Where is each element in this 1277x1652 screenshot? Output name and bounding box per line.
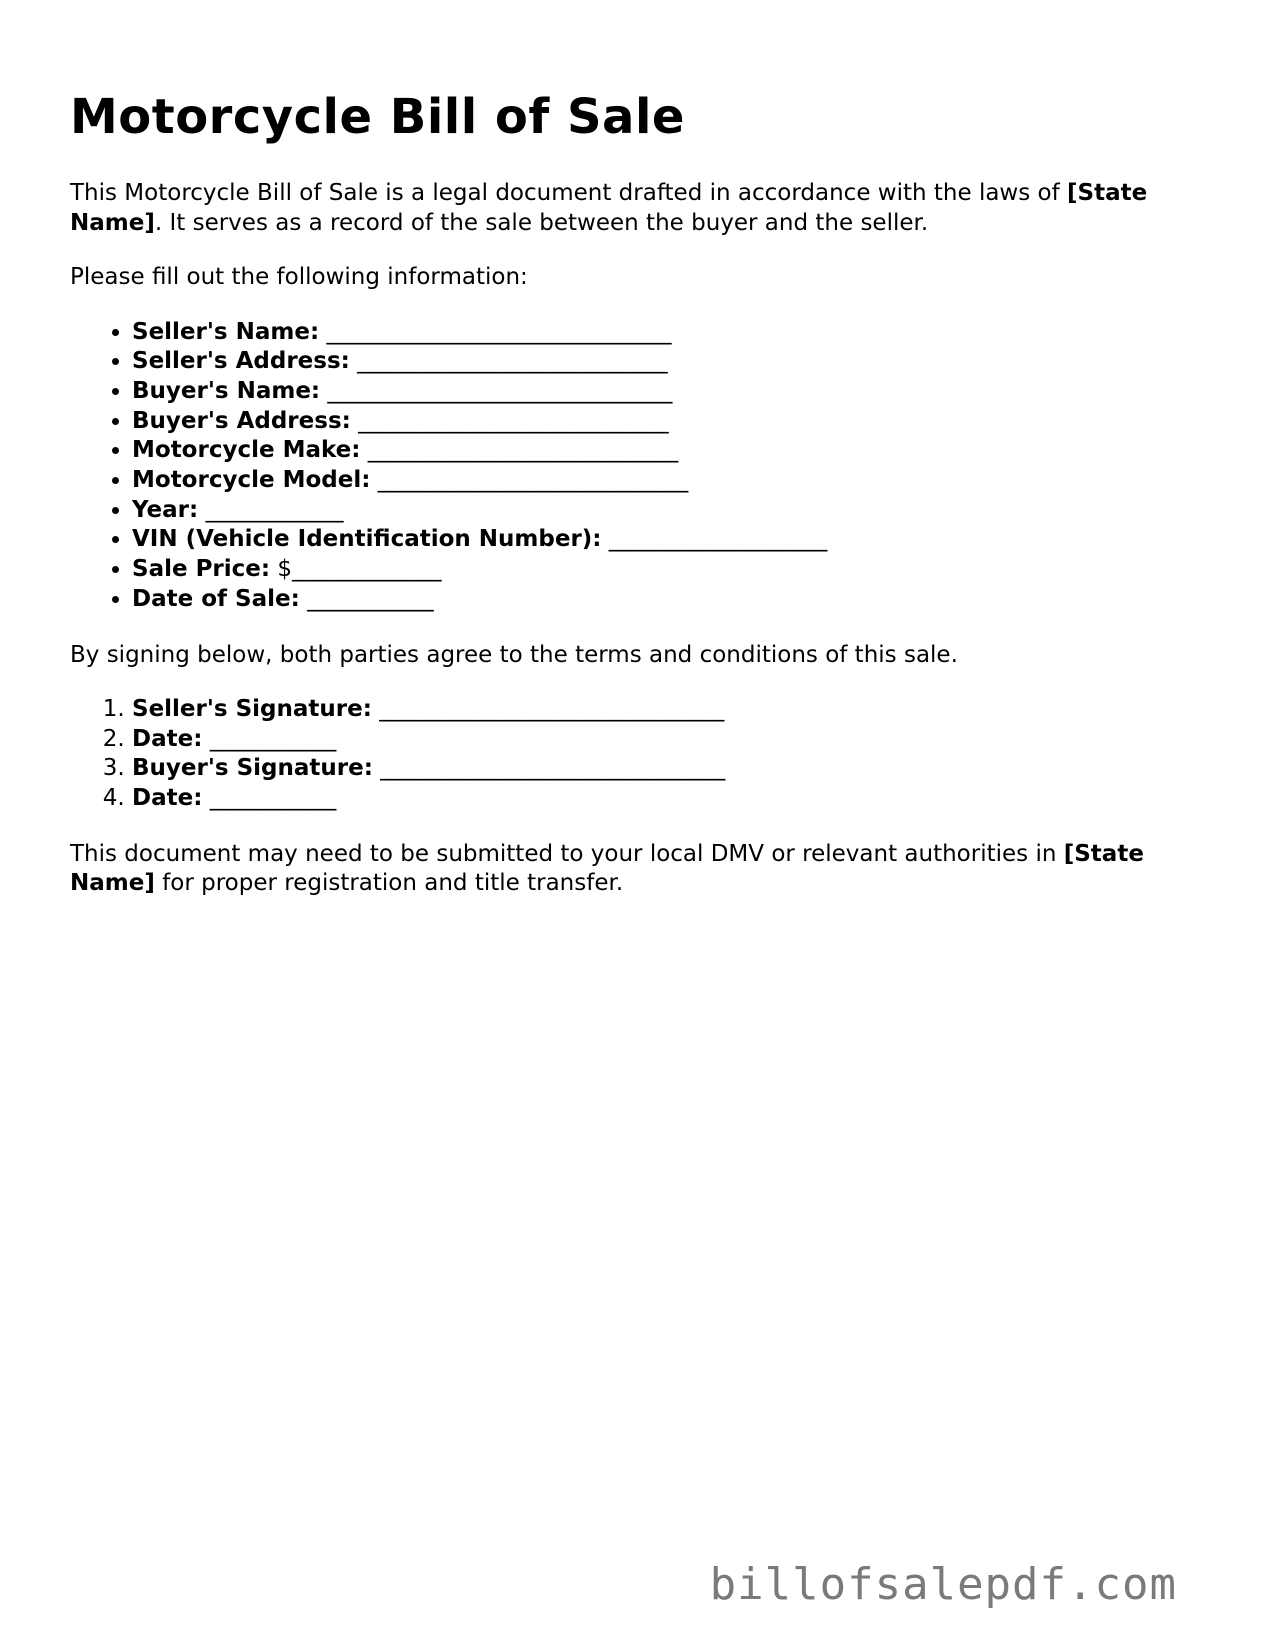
intro-text-before: This Motorcycle Bill of Sale is a legal document drafted in accordance with the laws of: [70, 180, 1068, 206]
signature-seller: [132, 695, 1220, 725]
intro-paragraph: [70, 179, 1220, 238]
field-label: VIN (Vehicle Identification Number):: [132, 526, 602, 553]
signature-blank: ______________________________: [371, 696, 725, 723]
field-label: Motorcycle Make:: [132, 437, 361, 464]
document-page: [70, 84, 1220, 924]
field-blank: ______________________________: [320, 377, 673, 404]
information-fields-list: [70, 318, 1220, 615]
closing-paragraph: [70, 840, 1220, 899]
field-vin: [132, 525, 1220, 555]
field-blank: ___________________________: [350, 407, 669, 434]
field-label: Motorcycle Model:: [132, 467, 371, 494]
signature-buyer-date: [132, 784, 1220, 814]
instruction-text: Please fill out the following information:: [70, 264, 528, 290]
signature-buyer: [132, 754, 1220, 784]
field-buyers-address: [132, 407, 1220, 437]
signature-label: Date:: [132, 725, 203, 752]
field-blank: ____________: [198, 496, 344, 523]
field-blank: ___________________________: [370, 467, 689, 494]
signatures-list: [70, 695, 1220, 814]
signature-seller-date: [132, 725, 1220, 755]
field-label: Date of Sale:: [132, 585, 300, 612]
field-motorcycle-model: [132, 466, 1220, 496]
field-label: Buyer's Address:: [132, 407, 351, 434]
field-year: [132, 496, 1220, 526]
field-blank: $_____________: [270, 556, 442, 583]
site-watermark: billofsalepdf.com: [709, 1559, 1177, 1610]
field-label: Seller's Address:: [132, 348, 350, 375]
intro-state-placeholder: [State Name]: [70, 180, 1148, 236]
field-sellers-address: [132, 347, 1220, 377]
closing-state-placeholder: [State Name]: [70, 840, 1144, 897]
closing-text-before: This document may need to be submitted to your local DMV or relevant authorities in: [70, 840, 1064, 867]
signature-blank: ______________________________: [372, 755, 726, 782]
field-blank: ___________: [299, 585, 434, 612]
field-blank: ___________________________: [360, 437, 679, 464]
closing-text-after: for proper registration and title transfer.: [154, 870, 624, 897]
signature-label: Date:: [132, 785, 203, 812]
field-blank: ___________________________: [349, 348, 668, 375]
signature-label: Seller's Signature:: [132, 696, 372, 723]
field-sale-price: [132, 555, 1220, 585]
signature-blank: ___________: [202, 725, 337, 752]
field-label: Seller's Name:: [132, 318, 320, 345]
signature-blank: ___________: [202, 785, 337, 812]
field-buyers-name: [132, 377, 1220, 407]
intro-text-after: . It serves as a record of the sale between the buyer and the seller.: [154, 209, 929, 236]
field-motorcycle-make: [132, 436, 1220, 466]
field-blank: ______________________________: [319, 318, 672, 345]
field-sellers-name: [132, 318, 1220, 348]
field-label: Buyer's Name:: [132, 377, 321, 404]
field-blank: ___________________: [601, 526, 828, 553]
agreement-text: By signing below, both parties agree to the terms and conditions of this sale.: [70, 641, 958, 668]
field-label: Year:: [132, 496, 199, 523]
field-label: Sale Price:: [132, 556, 271, 583]
signature-label: Buyer's Signature:: [132, 755, 373, 782]
document-title: Motorcycle Bill of Sale: [70, 89, 685, 145]
field-date-of-sale: [132, 585, 1220, 615]
